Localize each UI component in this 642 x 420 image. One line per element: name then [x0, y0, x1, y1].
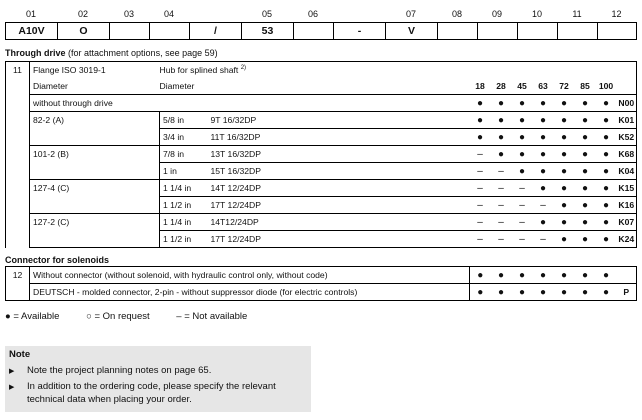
table-row	[6, 129, 637, 146]
availability-cell: ●	[491, 129, 512, 146]
availability-cell: ●	[491, 284, 512, 301]
through-drive-table	[5, 61, 637, 248]
availability-cell: ●	[596, 146, 617, 163]
availability-cell: –	[470, 180, 491, 197]
availability-cell: –	[470, 163, 491, 180]
footnote-marker: 2)	[240, 65, 247, 72]
empty-cell	[512, 62, 533, 79]
diameter-cell: 1 1/2 in	[160, 231, 208, 248]
connector-option-label: DEUTSCH - molded connector, 2-pin - without suppressor diode (for electric controls)	[30, 284, 470, 301]
option-code-cell: K15	[617, 180, 637, 197]
ordering-code-cell	[518, 23, 558, 40]
table-row	[6, 214, 637, 231]
availability-cell: ●	[533, 214, 554, 231]
availability-cell: ●	[470, 284, 491, 301]
ordering-code-cell: V	[386, 23, 438, 40]
ordering-code-cell: O	[58, 23, 110, 40]
table-row	[6, 180, 637, 197]
table-row	[6, 284, 637, 301]
diameter-cell: 1 1/4 in	[160, 214, 208, 231]
position-number: 01	[25, 8, 36, 19]
availability-cell: –	[491, 197, 512, 214]
availability-cell: ●	[554, 267, 575, 284]
availability-cell: ●	[575, 180, 596, 197]
ordering-code-cell	[150, 23, 190, 40]
availability-cell: ●	[533, 112, 554, 129]
position-number: 02	[77, 8, 88, 19]
diameter-cell: 1 in	[160, 163, 208, 180]
position-number: 06	[307, 8, 318, 19]
spline-cell: 11T 16/32DP	[208, 129, 470, 146]
empty-cell	[575, 62, 596, 79]
position-number: 08	[451, 8, 462, 19]
availability-cell: ●	[491, 146, 512, 163]
availability-cell: ●	[596, 284, 617, 301]
availability-cell: ●	[512, 163, 533, 180]
note-title: Note	[9, 349, 31, 360]
empty-cell	[596, 62, 617, 79]
availability-cell: ●	[554, 180, 575, 197]
availability-cell: –	[533, 231, 554, 248]
size-header: 28	[496, 81, 506, 91]
availability-cell: ●	[575, 163, 596, 180]
table-row	[6, 231, 637, 248]
availability-cell: ●	[575, 231, 596, 248]
table-row	[6, 267, 637, 284]
availability-cell: –	[470, 231, 491, 248]
availability-cell: –	[512, 180, 533, 197]
availability-cell: ●	[533, 146, 554, 163]
column-header-flange: Flange ISO 3019-1	[30, 62, 160, 79]
availability-cell: ●	[554, 146, 575, 163]
through-drive-heading: Through drive	[5, 48, 66, 58]
through-drive-note: (for attachment options, see page 59)	[68, 48, 218, 58]
empty-cell	[617, 78, 637, 95]
option-code-cell	[617, 267, 637, 284]
ordering-code-cell	[558, 23, 598, 40]
triangle-bullet-icon: ▶	[9, 384, 15, 391]
empty-cell	[470, 62, 491, 79]
availability-cell: ●	[533, 163, 554, 180]
availability-cell: ●	[470, 129, 491, 146]
diameter-cell: 3/4 in	[160, 129, 208, 146]
availability-cell: –	[491, 214, 512, 231]
connector-table	[5, 266, 637, 301]
connector-title: Connector for solenoids	[5, 255, 110, 265]
empty-cell	[554, 62, 575, 79]
availability-cell: ●	[512, 267, 533, 284]
availability-cell: ●	[575, 129, 596, 146]
through-drive-title	[5, 48, 218, 58]
availability-cell: ●	[554, 197, 575, 214]
availability-cell: ●	[491, 267, 512, 284]
availability-cell: ●	[533, 180, 554, 197]
diameter-label: Diameter	[33, 81, 68, 91]
availability-cell: ●	[554, 129, 575, 146]
availability-cell: –	[491, 231, 512, 248]
hub-header-text: Hub for splined shaft	[159, 65, 239, 75]
column-header-hub	[160, 62, 470, 79]
ordering-code-row	[5, 22, 637, 40]
size-header: 63	[538, 81, 548, 91]
availability-cell: ●	[470, 112, 491, 129]
table-row	[6, 197, 637, 214]
availability-cell: ●	[533, 284, 554, 301]
flange-cell: 127-2 (C)	[30, 214, 160, 231]
ordering-code-cell: -	[334, 23, 386, 40]
ordering-code-cell	[110, 23, 150, 40]
position-number: 04	[163, 8, 174, 19]
size-header: 85	[580, 81, 590, 91]
note-item-text: Note the project planning notes on page 65.	[27, 365, 212, 376]
flange-cell	[30, 163, 160, 180]
size-header: 100	[598, 81, 614, 91]
option-code-cell: N00	[617, 95, 637, 112]
availability-cell: ●	[491, 95, 512, 112]
ordering-code-cell: 53	[242, 23, 294, 40]
availability-cell: ●	[512, 284, 533, 301]
legend-not-available: – = Not available	[176, 311, 248, 322]
position-number: 11	[572, 8, 582, 19]
position-cell: 12	[6, 267, 30, 301]
legend	[5, 311, 271, 322]
ordering-code-cell	[438, 23, 478, 40]
note-item	[9, 364, 305, 378]
triangle-bullet-icon: ▶	[9, 368, 15, 375]
spline-cell: 15T 16/32DP	[208, 163, 470, 180]
diameter-cell: 1 1/2 in	[160, 197, 208, 214]
availability-cell: –	[512, 197, 533, 214]
ordering-code-cell	[478, 23, 518, 40]
size-header: 45	[517, 81, 527, 91]
availability-cell: –	[491, 163, 512, 180]
availability-cell: ●	[596, 180, 617, 197]
availability-cell: ●	[575, 146, 596, 163]
availability-cell: ●	[554, 112, 575, 129]
option-code-cell: K24	[617, 231, 637, 248]
availability-cell: ●	[533, 95, 554, 112]
availability-cell: –	[512, 214, 533, 231]
availability-cell: ●	[533, 267, 554, 284]
availability-cell: –	[470, 214, 491, 231]
empty-cell	[533, 62, 554, 79]
diameter-cell: 7/8 in	[160, 146, 208, 163]
availability-cell: ●	[554, 284, 575, 301]
position-number: 09	[491, 8, 502, 19]
availability-cell: ●	[596, 163, 617, 180]
option-code-cell: K16	[617, 197, 637, 214]
empty-cell	[491, 62, 512, 79]
position-number: 03	[123, 8, 134, 19]
availability-cell: ●	[575, 197, 596, 214]
table-subheader-row	[6, 78, 637, 95]
option-code-cell: K52	[617, 129, 637, 146]
availability-cell: –	[470, 197, 491, 214]
diameter-cell: 1 1/4 in	[160, 180, 208, 197]
position-number	[333, 8, 385, 19]
spline-cell: 17T 12/24DP	[208, 231, 470, 248]
availability-cell: ●	[512, 129, 533, 146]
size-header: 72	[559, 81, 569, 91]
availability-cell: ●	[596, 129, 617, 146]
flange-cell: without through drive	[30, 95, 470, 112]
table-row	[6, 95, 637, 112]
availability-cell: –	[491, 180, 512, 197]
ordering-code-cell: /	[190, 23, 242, 40]
availability-cell: –	[512, 231, 533, 248]
availability-cell: ●	[596, 197, 617, 214]
table-row	[6, 163, 637, 180]
availability-cell: ●	[575, 112, 596, 129]
flange-cell: 101-2 (B)	[30, 146, 160, 163]
availability-cell: ●	[596, 267, 617, 284]
availability-cell: ●	[554, 214, 575, 231]
position-cell: 11	[6, 62, 30, 248]
availability-cell: ●	[512, 112, 533, 129]
spline-cell: 9T 16/32DP	[208, 112, 470, 129]
table-row	[6, 146, 637, 163]
availability-cell: ●	[596, 112, 617, 129]
availability-cell: ●	[470, 95, 491, 112]
availability-cell: ●	[512, 146, 533, 163]
ordering-code-cell	[294, 23, 334, 40]
position-number: 12	[611, 8, 622, 19]
table-header-row	[6, 62, 637, 79]
position-number: 05	[261, 8, 272, 19]
option-code-cell: K68	[617, 146, 637, 163]
availability-cell: ●	[512, 95, 533, 112]
availability-cell: ●	[596, 95, 617, 112]
availability-cell: ●	[575, 214, 596, 231]
option-code-cell: P	[617, 284, 637, 301]
option-code-cell: K04	[617, 163, 637, 180]
flange-cell	[30, 197, 160, 214]
availability-cell: ●	[596, 231, 617, 248]
availability-cell: ●	[554, 163, 575, 180]
availability-cell: ●	[470, 267, 491, 284]
flange-cell	[30, 231, 160, 248]
spline-cell: 13T 16/32DP	[208, 146, 470, 163]
spline-cell: 17T 12/24DP	[208, 197, 470, 214]
availability-cell: ●	[596, 214, 617, 231]
flange-cell	[30, 129, 160, 146]
diameter-label: Diameter	[159, 81, 195, 91]
note-box	[5, 346, 311, 412]
position-number	[189, 8, 241, 19]
availability-cell: ●	[533, 129, 554, 146]
position-header	[5, 8, 636, 19]
option-code-cell: K01	[617, 112, 637, 129]
availability-cell: ●	[554, 231, 575, 248]
availability-cell: ●	[575, 284, 596, 301]
note-item-text: In addition to the ordering code, please specify the relevant technical data when placing your order.	[27, 381, 276, 405]
availability-cell: ●	[491, 112, 512, 129]
ordering-code-cell	[598, 23, 637, 40]
size-header: 18	[475, 81, 485, 91]
connector-option-label: Without connector (without solenoid, with hydraulic control only, without code)	[30, 267, 470, 284]
legend-on-request: ○ = On request	[86, 311, 150, 322]
flange-cell: 127-4 (C)	[30, 180, 160, 197]
position-number: 10	[531, 8, 542, 19]
note-item	[9, 380, 305, 406]
availability-cell: ●	[575, 95, 596, 112]
option-code-cell: K07	[617, 214, 637, 231]
flange-cell: 82-2 (A)	[30, 112, 160, 129]
table-row	[6, 112, 637, 129]
diameter-cell: 5/8 in	[160, 112, 208, 129]
availability-cell: –	[533, 197, 554, 214]
empty-cell	[617, 62, 637, 79]
availability-cell: ●	[554, 95, 575, 112]
ordering-code-cell: A10V	[6, 23, 58, 40]
spline-cell: 14T 12/24DP	[208, 180, 470, 197]
availability-cell: –	[470, 146, 491, 163]
spline-cell: 14T12/24DP	[208, 214, 470, 231]
position-number: 07	[405, 8, 416, 19]
availability-cell: ●	[575, 267, 596, 284]
legend-available: ● = Available	[5, 311, 60, 322]
